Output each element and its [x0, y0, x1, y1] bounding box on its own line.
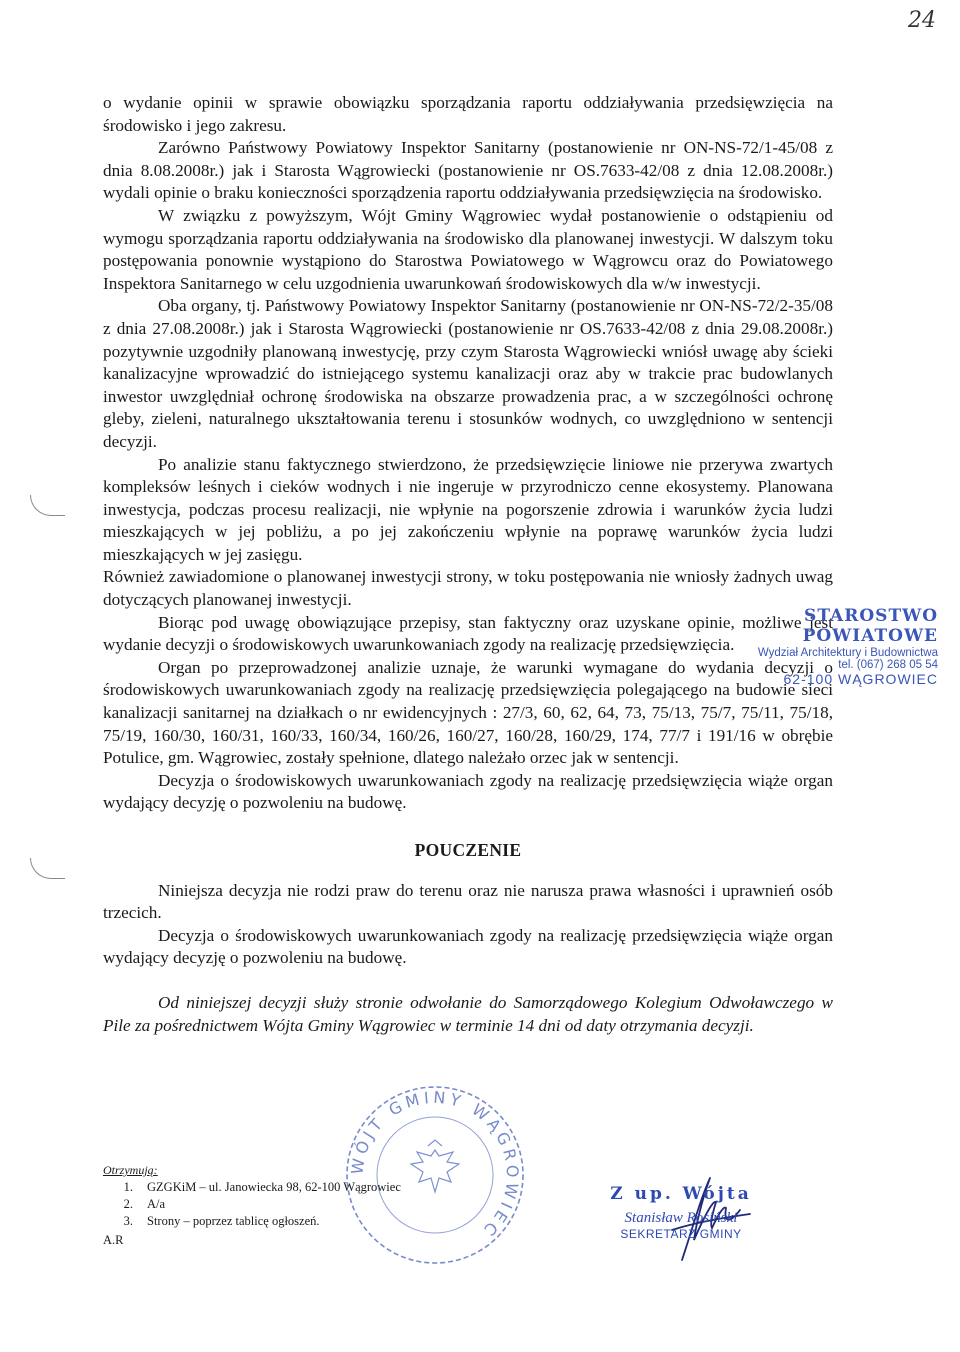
wojt-stamp [596, 1184, 766, 1241]
page-number: 24 [908, 8, 936, 33]
round-seal [340, 1080, 530, 1270]
recipient-number: 1. [123, 1180, 133, 1194]
paragraph: Decyzja o środowiskowych uwarunkowaniach zgody na realizację przedsięwzięcia wiąże organ wydający decyzję o pozwoleniu na budowę. [103, 925, 833, 968]
paragraph-list [103, 92, 833, 815]
paragraph: o wydanie opinii w sprawie obowiązku sporządzania raportu oddziaływania przedsięwzięcia na środowisko i jego zakresu. [103, 93, 833, 135]
eagle-emblem-icon [411, 1140, 459, 1192]
margin-mark-bottom [30, 858, 65, 879]
appeal-notice: Od niniejszej decyzji służy stronie odwołanie do Samorządowego Kolegium Odwoławczego w Pile za pośrednictwem Wójta Gminy Wągrowiec w terminie 14 dni od daty otrzymania decyzji. [103, 992, 833, 1035]
paragraph: Oba organy, tj. Państwowy Powiatowy Inspektor Sanitarny (postanowienie nr ON-NS-72/2-35/08 z dnia 27.08.2008r.) jak i Starosta Wągrowiecki (postanowienie nr OS.7633-42/08 z dnia 29.08.2008r.) pozytywnie uzgodniły planowaną inwestycję, przy czym Starosta Wągrowiecki wniósł uwagę aby ścieki kanalizacyjne wprowadzić do istniejącego systemu kanalizacji oraz aby w trakcie prac budowlanych inwestor uwzględniał ochronę środowiska na obszarze prowadzenia prac, a w szczególności ochronę gleby, zieleni, naturalnego ukształtowania terenu i stosunków wodnych, co uwzględniono w sentencji decyzji. [103, 296, 833, 451]
office-stamp-line3: tel. (067) 268 05 54 [838, 659, 938, 671]
paragraph: Po analizie stanu faktycznego stwierdzono, że przedsięwzięcie liniowe nie przerywa zwartych kompleksów leśnych i cieków wodnych i nie ingeruje w przyrodniczo cenne ekosystemy. Planowana inwestycja, podczas procesu realizacji, nie wpłynie na pogorszenie zdrowia i warunków życia ludzi mieszkających w jej pobliżu, a po jej zakończeniu wpłynie na poprawę warunków życia ludzi mieszkających w jej zasięgu. [103, 454, 833, 564]
wojt-stamp-line2: Stanisław Rosiński [624, 1210, 738, 1226]
paragraph: W związku z powyższym, Wójt Gminy Wągrowiec wydał postanowienie o odstąpieniu od wymogu sporządzania raportu oddziaływania na środowisko dla planowanej inwestycji. W dalszym toku postępowania ponownie wystąpiono do Starostwa Powiatowego w Wągrowcu oraz do Powiatowego Inspektora Sanitarnego w celu uzgodnienia uwarunkowań środowiskowych dla w/w inwestycji. [103, 205, 833, 293]
paragraph: Niniejsza decyzja nie rodzi praw do terenu oraz nie narusza prawa własności i uprawnień osób trzecich. [103, 880, 833, 923]
office-stamp [708, 606, 938, 687]
recipient-number: 2. [123, 1197, 133, 1211]
document-body [103, 92, 833, 1037]
paragraph: Biorąc pod uwagę obowiązujące przepisy, stan faktyczny oraz uzyskane opinie, możliwe jest wydanie decyzji o środowiskowych uwarunkowaniach zgody na realizację przedsięwzięcia. [103, 612, 833, 655]
margin-mark-top [30, 495, 65, 516]
paragraph: Również zawiadomione o planowanej inwestycji strony, w toku postępowania nie wniosły żadnych uwag dotyczących planowanej inwestycji. [103, 567, 833, 610]
recipients-title: Otrzymują: [103, 1163, 158, 1177]
recipient-text: A/a [147, 1197, 166, 1211]
office-stamp-line1: STAROSTWO POWIATOWE [802, 606, 938, 646]
wojt-stamp-line3: SEKRETARZ GMINY [620, 1227, 742, 1241]
recipient-text: Strony – poprzez tablicę ogłoszeń. [147, 1214, 320, 1228]
wojt-stamp-line1: Z up. Wójta [610, 1184, 752, 1204]
seal-text: WÓJT GMINY WĄGROWIEC [347, 1087, 523, 1243]
office-stamp-line4: 62-100 WĄGROWIEC [783, 671, 938, 687]
recipient-number: 3. [123, 1214, 133, 1228]
paragraph: Organ po przeprowadzonej analizie uznaje, że warunki wymagane do wydania decyzji o środowiskowych uwarunkowaniach zgody na realizację przedsięwzięcia polegającego na budowie sieci kanalizacji sanitarnej na działkach o nr ewidencyjnych : 27/3, 60, 62, 64, 73, 75/13, 75/7, 75/11, 75/18, 75/19, 160/30, 160/31, 160/33, 160/34, 160/26, 160/27, 160/28, 160/29, 174, 77/7 i 191/16 w obrębie Potulice, gm. Wągrowiec, zostały spełnione, dlatego należało orzec jak w sentencji. [103, 657, 833, 768]
heading-pouczenie: POUCZENIE [414, 840, 522, 860]
pouczenie-list [103, 880, 833, 970]
office-stamp-line2: Wydział Architektury i Budownictwa [757, 647, 938, 659]
paragraph: Decyzja o środowiskowych uwarunkowaniach zgody na realizację przedsięwzięcia wiąże organ wydający decyzję o pozwoleniu na budowę. [103, 770, 833, 813]
paragraph: Zarówno Państwowy Powiatowy Inspektor Sanitarny (postanowienie nr ON-NS-72/1-45/08 z dnia 8.08.2008r.) jak i Starosta Wągrowiecki (postanowienie nr OS.7633-42/08 z dnia 12.08.2008r.) wydali opinie o braku konieczności sporządzenia raportu oddziaływania przedsięwzięcia na środowisko. [103, 138, 833, 203]
recipient-text: GZGKiM – ul. Janowiecka 98, 62-100 Wągrowiec [147, 1180, 401, 1194]
author-initials: A.R [103, 1233, 124, 1247]
